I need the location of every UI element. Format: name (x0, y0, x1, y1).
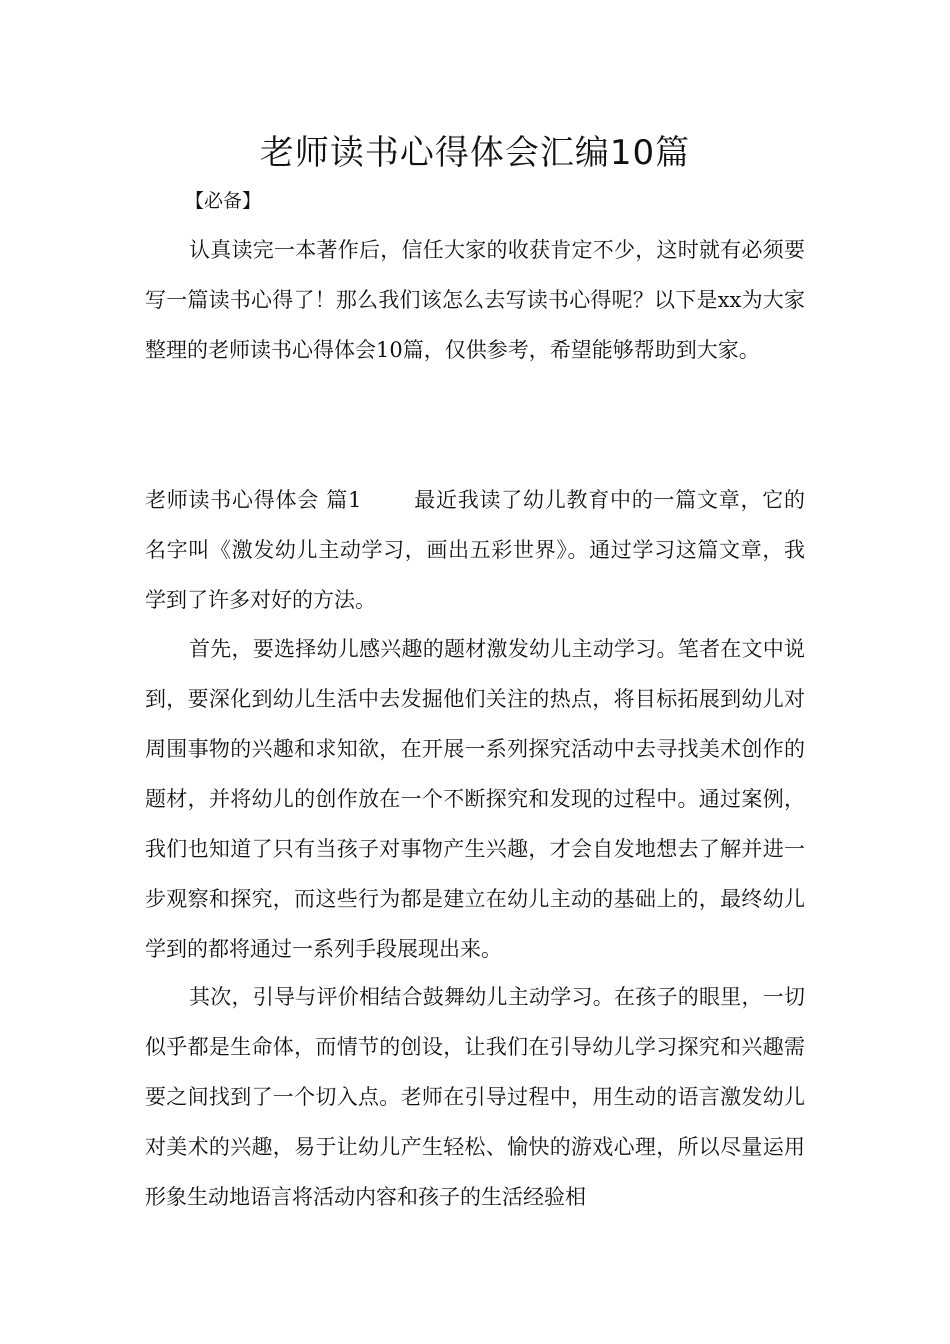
body-paragraph-2: 首先，要选择幼儿感兴趣的题材激发幼儿主动学习。笔者在文中说到，要深化到幼儿生活中去发掘他们关注的热点，将目标拓展到幼儿对周围事物的兴趣和求知欲，在开展一系列探究活动中去寻找美术创作的题材，并将幼儿的创作放在一个不断探究和发现的过程中。通过案例，我们也知道了只有当孩子对事物产生兴趣，才会自发地想去了解并进一步观察和探究，而这些行为都是建立在幼儿主动的基础上的，最终幼儿学到的都将通过一系列手段展现出来。 (145, 637, 805, 961)
document-title: 老师读书心得体会汇编10篇 (259, 133, 691, 173)
section-body: 最近我读了幼儿教育中的一篇文章，它的名字叫《激发幼儿主动学习，画出五彩世界》。通过学习这篇文章，我学到了许多对好的方法。 (145, 488, 805, 612)
section-1-paragraph (145, 475, 805, 625)
document-tag: 【必备】 (185, 190, 262, 212)
section-heading: 老师读书心得体会 篇1 (145, 488, 362, 512)
intro-paragraph: 认真读完一本著作后，信任大家的收获肯定不少，这时就有必须要写一篇读书心得了！那么我们该怎么去写读书心得呢？以下是xx为大家整理的老师读书心得体会10篇，仅供参考，希望能够帮助到大家。 (145, 238, 805, 362)
body-paragraph-3: 其次，引导与评价相结合鼓舞幼儿主动学习。在孩子的眼里，一切似乎都是生命体，而情节的创设，让我们在引导幼儿学习探究和兴趣需要之间找到了一个切入点。老师在引导过程中，用生动的语言激发幼儿对美术的兴趣，易于让幼儿产生轻松、愉快的游戏心理，所以尽量运用形象生动地语言将活动内容和孩子的生活经验相 (145, 985, 805, 1209)
